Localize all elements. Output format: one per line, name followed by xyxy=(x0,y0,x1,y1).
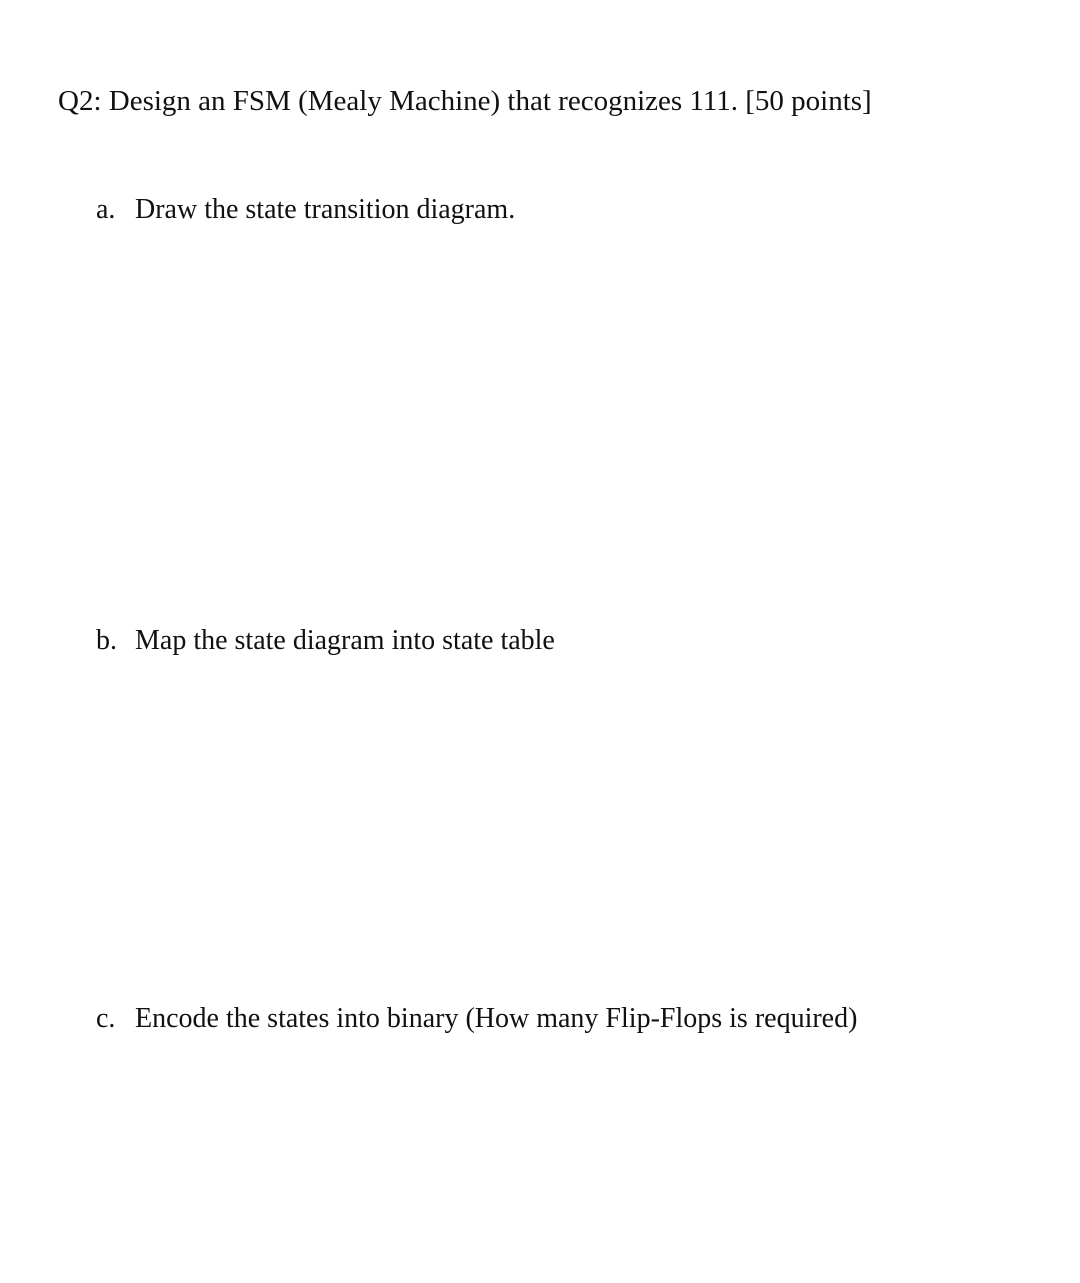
part-b xyxy=(96,624,555,658)
part-a-text: Draw the state transition diagram. xyxy=(135,194,516,225)
part-c-marker: c. xyxy=(96,1003,116,1034)
part-b-marker: b. xyxy=(96,625,117,656)
part-a-marker: a. xyxy=(96,194,116,225)
part-c-text: Encode the states into binary (How many Flip-Flops is required) xyxy=(135,1003,858,1034)
part-a xyxy=(96,193,515,227)
part-c xyxy=(96,1002,857,1036)
question-title: Q2: Design an FSM (Mealy Machine) that recognizes 111. [50 points] xyxy=(58,85,872,117)
part-b-text: Map the state diagram into state table xyxy=(135,625,555,656)
